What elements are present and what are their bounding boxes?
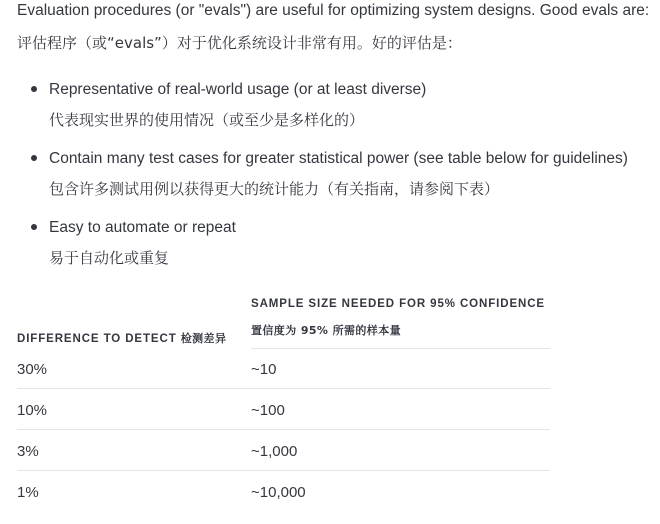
intro-chinese: 评估程序（或“evals”）对于优化系统设计非常有用。好的评估是： — [17, 34, 462, 52]
intro-english: Evaluation procedures (or "evals") are useful for optimizing system designs. Good evals are: — [17, 2, 650, 19]
row-divider — [17, 388, 550, 389]
sample-cell: ~1,000 — [251, 443, 298, 460]
column-header-difference — [17, 330, 226, 346]
row-divider — [17, 429, 550, 430]
table-row — [17, 401, 550, 442]
bullet-text-english: Contain many test cases for greater statistical power (see table below for guidelines) — [49, 150, 628, 167]
sample-cell: ~10,000 — [251, 484, 306, 501]
bullet-text-english: Representative of real-world usage (or at least diverse) — [49, 81, 427, 98]
bullet-text-english: Easy to automate or repeat — [49, 219, 236, 236]
difference-cell: 30% — [17, 361, 48, 378]
table-row — [17, 442, 550, 483]
difference-cell: 1% — [17, 484, 39, 501]
table-row — [17, 360, 550, 401]
list-item — [0, 79, 660, 139]
bullet-dot-icon — [31, 86, 37, 92]
row-divider — [17, 470, 550, 471]
column-header-sample-chinese: 置信度为 95% 所需的样本量 — [251, 324, 401, 337]
sample-cell: ~100 — [251, 402, 285, 419]
list-item — [0, 217, 660, 277]
bullet-text-chinese: 包含许多测试用例以获得更大的统计能力（有关指南，请参阅下表） — [49, 180, 500, 198]
difference-cell: 10% — [17, 402, 48, 419]
header-divider — [251, 348, 550, 349]
sample-cell: ~10 — [251, 361, 277, 378]
difference-cell: 3% — [17, 443, 39, 460]
list-item — [0, 148, 660, 208]
bullet-text-chinese: 代表现实世界的使用情况（或至少是多样化的） — [49, 111, 365, 129]
column-header-sample-english: SAMPLE SIZE NEEDED FOR 95% CONFIDENCE — [251, 298, 546, 310]
column-header-difference-chinese: 检测差异 — [180, 332, 227, 345]
bullet-dot-icon — [31, 155, 37, 161]
column-header-difference-english: DIFFERENCE TO DETECT — [17, 333, 177, 345]
bullet-dot-icon — [31, 224, 37, 230]
table-row — [17, 483, 550, 524]
bullet-text-chinese: 易于自动化或重复 — [49, 249, 170, 267]
